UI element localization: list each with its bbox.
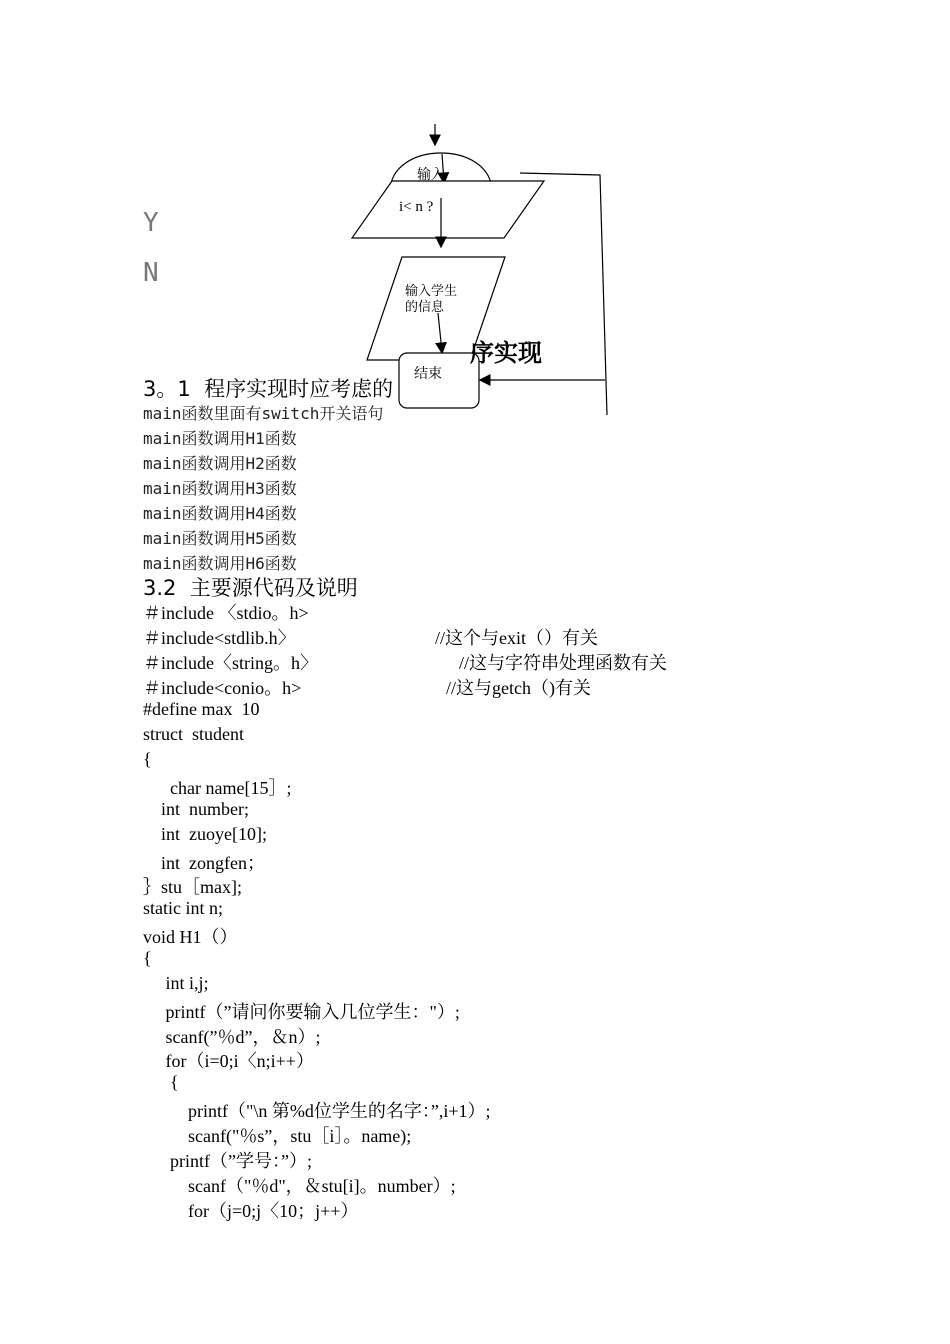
- loop-line: [520, 173, 607, 415]
- code-line: ＃include<conio。h>: [143, 678, 302, 698]
- code-line: ＃include<stdlib.h〉: [143, 628, 296, 648]
- end-label: 结束: [414, 366, 442, 382]
- code-line: {: [143, 749, 152, 769]
- code-line: for（i=0;i〈n;i++）: [143, 1051, 314, 1071]
- code-line: void H1（）: [143, 927, 238, 947]
- section-3-1-heading: 3。1 程序实现时应考虑的: [143, 377, 394, 401]
- code-line: {: [143, 948, 152, 968]
- code-comment: //这与getch（)有关: [446, 678, 591, 698]
- code-line: int zuoye[10];: [143, 824, 267, 844]
- code-line: ｝stu［max];: [143, 877, 242, 897]
- code-comment: //这与字符串处理函数有关: [459, 653, 668, 673]
- code-line: printf（”学号：”）;: [143, 1151, 312, 1171]
- code-line: printf（”请问你要输入几位学生："）;: [143, 1002, 460, 1022]
- code-line: int zongfen；: [143, 853, 265, 873]
- input-info-label: 输入学生 的信息: [405, 284, 458, 315]
- code-line: scanf("％s”，stu［i］。name);: [143, 1126, 412, 1146]
- text-line: main函数调用H2函数: [143, 454, 297, 473]
- side-label-y: Y: [143, 208, 159, 238]
- text-line: main函数调用H6函数: [143, 554, 297, 573]
- code-line: ＃include〈string。h〉: [143, 653, 318, 673]
- code-line: char name[15］;: [143, 778, 292, 798]
- code-line: for（j=0;j〈10；j++）: [143, 1201, 359, 1221]
- code-line: printf（"\n 第%d位学生的名字：”,i+1）;: [143, 1101, 491, 1121]
- condition-label: i< n ?: [399, 199, 434, 215]
- code-line: scanf（"％d"，＆stu[i]。number）;: [143, 1176, 456, 1196]
- code-line: ＃include 〈stdio。h>: [143, 603, 309, 623]
- code-line: int i,j;: [143, 973, 209, 993]
- side-label-n: N: [143, 258, 159, 288]
- text-line: main函数调用H3函数: [143, 479, 297, 498]
- code-line: int number;: [143, 799, 249, 819]
- condition-node: [352, 181, 544, 238]
- section-3-2-heading: 3.2 主要源代码及说明: [143, 576, 358, 600]
- code-line: scanf(”％d”，＆n）;: [143, 1027, 321, 1047]
- text-line: main函数里面有switch开关语句: [143, 404, 384, 423]
- text-line: main函数调用H5函数: [143, 529, 297, 548]
- text-line: main函数调用H4函数: [143, 504, 297, 523]
- code-line: struct student: [143, 724, 244, 744]
- code-line: #define max 10: [143, 699, 260, 719]
- code-line: {: [143, 1072, 179, 1092]
- code-line: static int n;: [143, 898, 223, 918]
- chapter-heading-fragment: 序实现: [470, 339, 542, 367]
- input-label: 输入: [417, 167, 445, 183]
- text-line: main函数调用H1函数: [143, 429, 297, 448]
- code-comment: //这个与exit（）有关: [435, 628, 598, 648]
